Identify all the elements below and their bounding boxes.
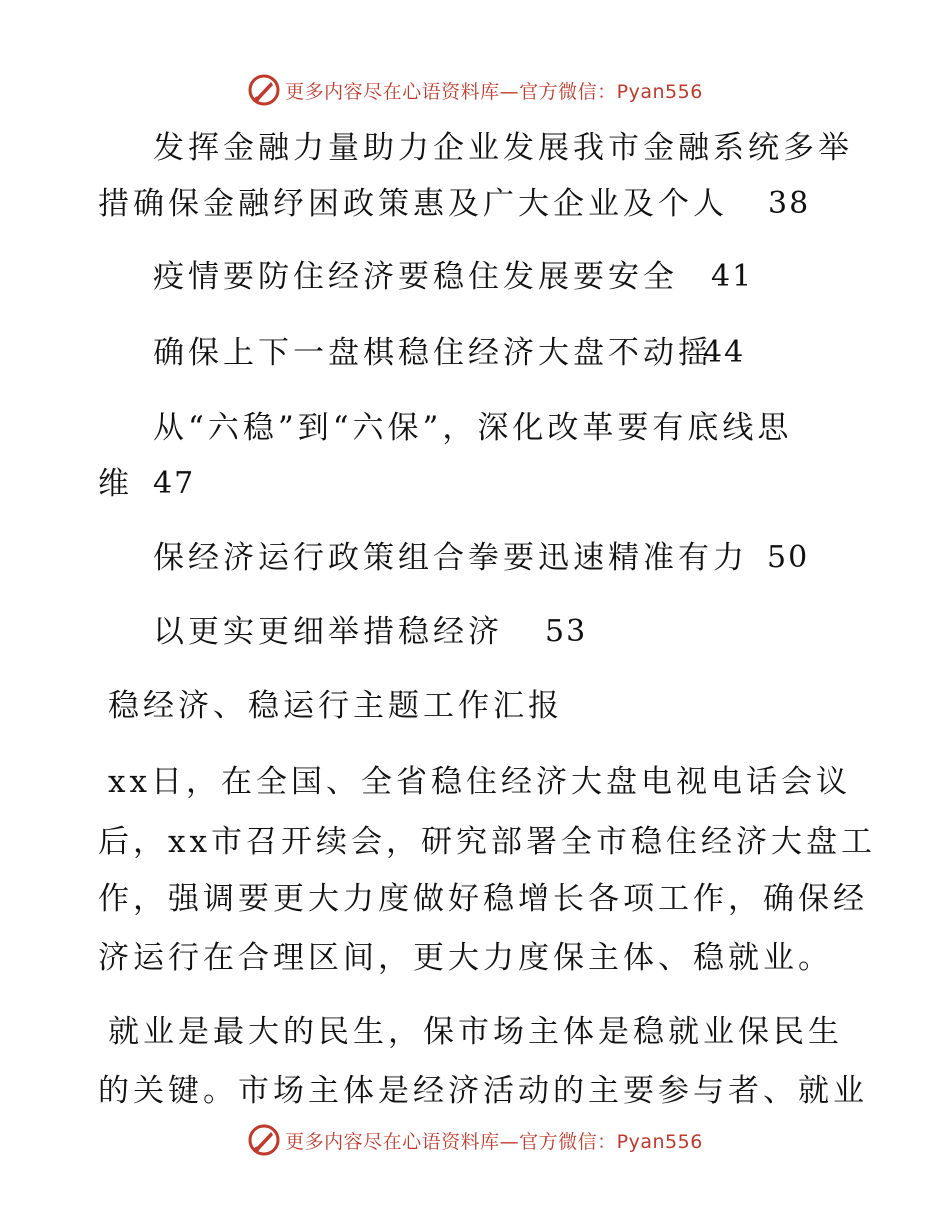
paragraph-1-line-3: 作，强调要更大力度做好稳增长各项工作，确保经 (98, 881, 868, 917)
watermark-text: 更多内容尽在心语资料库—官方微信：Pyan556 (285, 80, 703, 103)
watermark-text: 更多内容尽在心语资料库—官方微信：Pyan556 (285, 1130, 703, 1153)
toc-entry-1-line-1: 发挥金融力量助力企业发展我市金融系统多举 (153, 130, 853, 166)
toc-entry-4-line-1: 从“六稳”到“六保”，深化改革要有底线思 (153, 410, 793, 446)
paragraph-1-line-1: xx日，在全国、全省稳住经济大盘电视电话会议 (108, 764, 851, 800)
paragraph-2-line-1: 就业是最大的民生，保市场主体是稳就业保民生 (108, 1014, 843, 1050)
toc-entry-2-page: 41 (711, 259, 754, 294)
toc-entry-4-page: 47 (153, 466, 196, 501)
toc-entry-5-page: 50 (767, 540, 810, 575)
watermark-banner-top (0, 70, 950, 110)
toc-entry-4-line-2: 维 (98, 466, 133, 502)
paragraph-1-line-2: 后，xx市召开续会，研究部署全市稳住经济大盘工 (98, 824, 876, 860)
toc-entry-2-line-1: 疫情要防住经济要稳住发展要安全 (153, 259, 678, 295)
quill-logo-icon (247, 1123, 281, 1157)
paragraph-2-line-2: 的关键。市场主体是经济活动的主要参与者、就业 (98, 1073, 868, 1109)
toc-entry-1-line-2: 措确保金融纾困政策惠及广大企业及个人 (98, 186, 728, 222)
toc-entry-1-page: 38 (768, 186, 811, 221)
watermark-banner-bottom (0, 1120, 950, 1160)
section-heading: 稳经济、稳运行主题工作汇报 (108, 688, 563, 724)
paragraph-1-line-4: 济运行在合理区间，更大力度保主体、稳就业。 (98, 940, 833, 976)
toc-entry-5-line-1: 保经济运行政策组合拳要迅速精准有力 (153, 540, 748, 576)
quill-logo-icon (247, 73, 281, 107)
toc-entry-6-line-1: 以更实更细举措稳经济 (153, 614, 503, 650)
toc-entry-6-page: 53 (545, 614, 588, 649)
toc-entry-3-page: 44 (703, 335, 746, 370)
toc-entry-3-line-1: 确保上下一盘棋稳住经济大盘不动摇 (153, 335, 713, 371)
